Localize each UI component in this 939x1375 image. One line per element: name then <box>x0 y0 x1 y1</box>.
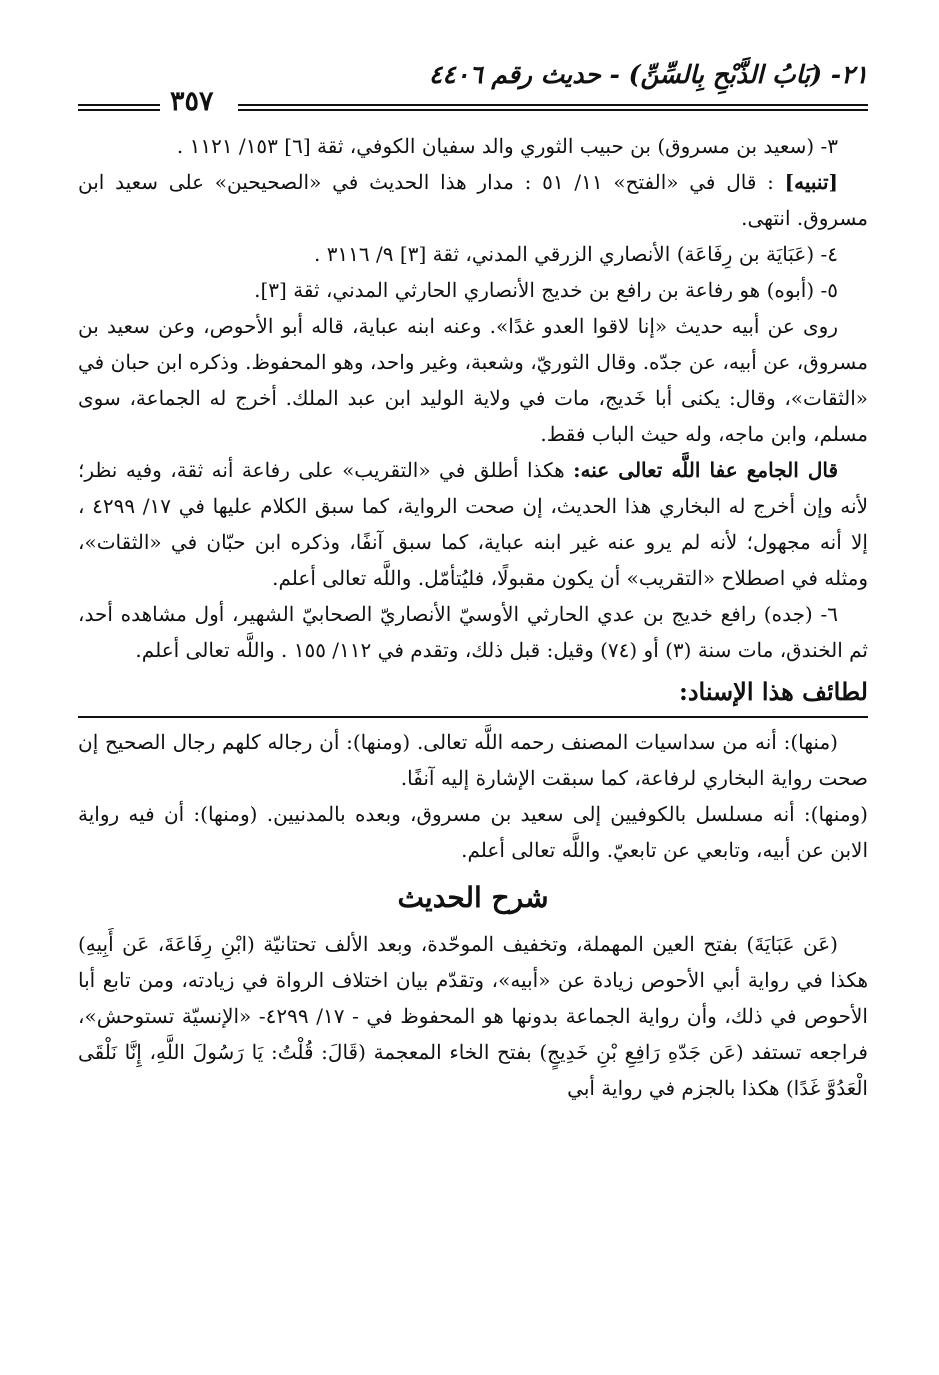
chapter-title: ٢١- (بَابُ الذَّبْحِ بِالسِّنِّ) - حديث رقم ٤٤٠٦ <box>428 60 868 89</box>
page-number: ٣٥٧ <box>170 86 214 117</box>
jami-text: هكذا أطلق في «التقريب» على رفاعة أنه ثقة، وفيه نظر؛ لأنه وإن أخرج له البخاري هذا الحديث، إن صحت الرواية، كما سبق الكلام عليها في ١٧/ ٤٢٩٩ ، إلا أنه مجهول؛ لأنه لم يرو عنه غير ابنه عباية، كما سبق آنفًا، وذكره ابن حبّان في «الثقات»، ومثله في اصطلاح «التقريب» أن يكون مقبولًا، فليُتأمّل. واللَّه تعالى أعلم. <box>78 458 868 590</box>
tanbih-paragraph <box>78 164 868 236</box>
narrator-4: ٤- (عَبَايَة بن رِفَاعَة) الأنصاري الزرقي المدني، ثقة [٣] ٩/ ٣١١٦ . <box>313 242 838 266</box>
book-page <box>78 58 868 1100</box>
lataif-heading: لطائف هذا الإسناد: <box>678 677 868 706</box>
tanbih-label: [تنبيه] <box>784 170 838 194</box>
header-rule-left <box>78 104 160 111</box>
header-rule-right <box>238 104 868 111</box>
narrator-3: ٣- (سعيد بن مسروق) بن حبيب الثوري والد سفيان الكوفي، ثقة [٦] ١٥٣/ ١١٢١ . <box>176 134 838 158</box>
lataif-paragraph-2: (ومنها): أنه مسلسل بالكوفيين إلى سعيد بن مسروق، وبعده بالمدنيين. (ومنها): أن فيه رواية الابن عن أبيه، وتابعي عن تابعيّ. واللَّه تعالى أعلم. <box>78 802 868 862</box>
lataif-rule <box>78 716 868 718</box>
narrator-5-body: روى عن أبيه حديث «إنا لاقوا العدو غدًا». وعنه ابنه عباية، قاله أبو الأحوص، وعن سعيد بن مسروق، عن أبيه، عن جدّه. وقال الثوريّ، وشعبة، وغير واحد، وهو المحفوظ. وذكره ابن حبان في «الثقات»، وقال: يكنى أبا خَديج، مات في ولاية الوليد ابن عبد الملك. أخرج له الجماعة، سوى مسلم، وابن ماجه، وله حيث الباب فقط. <box>78 314 868 446</box>
sharh-heading: شرح الحديث <box>397 881 549 914</box>
sharh-paragraph-1: (عَن عَبَايَةَ) بفتح العين المهملة، وتخفيف الموحّدة، وبعد الألف تحتانيّة (ابْنِ رِفَاعَةَ، عَن أَبِيهِ) هكذا في رواية أبي الأحوص زيادة عن «أبيه»، وتقدّم بيان اختلاف الرواة في زيادته، ومن تابع أبا الأحوص في ذلك، وأن رواية الجماعة بدونها هو المحفوظ في - ١٧/ ٤٢٩٩- «الإنسيّة تستوحش»، فراجعه تستفد (عَن جَدّهِ رَافِعِ بْنِ خَدِيجٍ) بفتح الخاء المعجمة (قَالَ: قُلْتُ: يَا رَسُولَ اللَّهِ، إِنَّا نَلْقَى الْعَدُوَّ غَدًا) هكذا بالجزم في رواية أبي <box>78 932 868 1100</box>
narrator-5: ٥- (أبوه) هو رفاعة بن رافع بن خديج الأنصاري الحارثي المدني، ثقة [٣]. <box>254 278 838 302</box>
tanbih-text: : قال في «الفتح» ١١/ ٥١ : مدار هذا الحديث في «الصحيحين» على سعيد ابن مسروق. انتهى. <box>78 170 868 230</box>
jami-paragraph <box>78 452 868 596</box>
page-header <box>78 58 868 117</box>
lataif-paragraph-1: (منها): أنه من سداسيات المصنف رحمه اللَّه تعالى. (ومنها): أن رجاله كلهم رجال الصحيح إن صحت رواية البخاري لرفاعة، كما سبقت الإشارة إليه آنفًا. <box>78 730 868 790</box>
narrator-6: ٦- (جده) رافع خديج بن عدي الحارثي الأوسيّ الأنصاريّ الصحابيّ الشهير، أول مشاهده أحد، ثم الخندق، مات سنة (٣) أو (٧٤) وقيل: قبل ذلك، وتقدم في ١١٢/ ١٥٥ . واللَّه تعالى أعلم. <box>78 602 868 662</box>
jami-label: قال الجامع عفا اللَّه تعالى عنه: <box>573 458 839 482</box>
page-body <box>78 128 868 1106</box>
